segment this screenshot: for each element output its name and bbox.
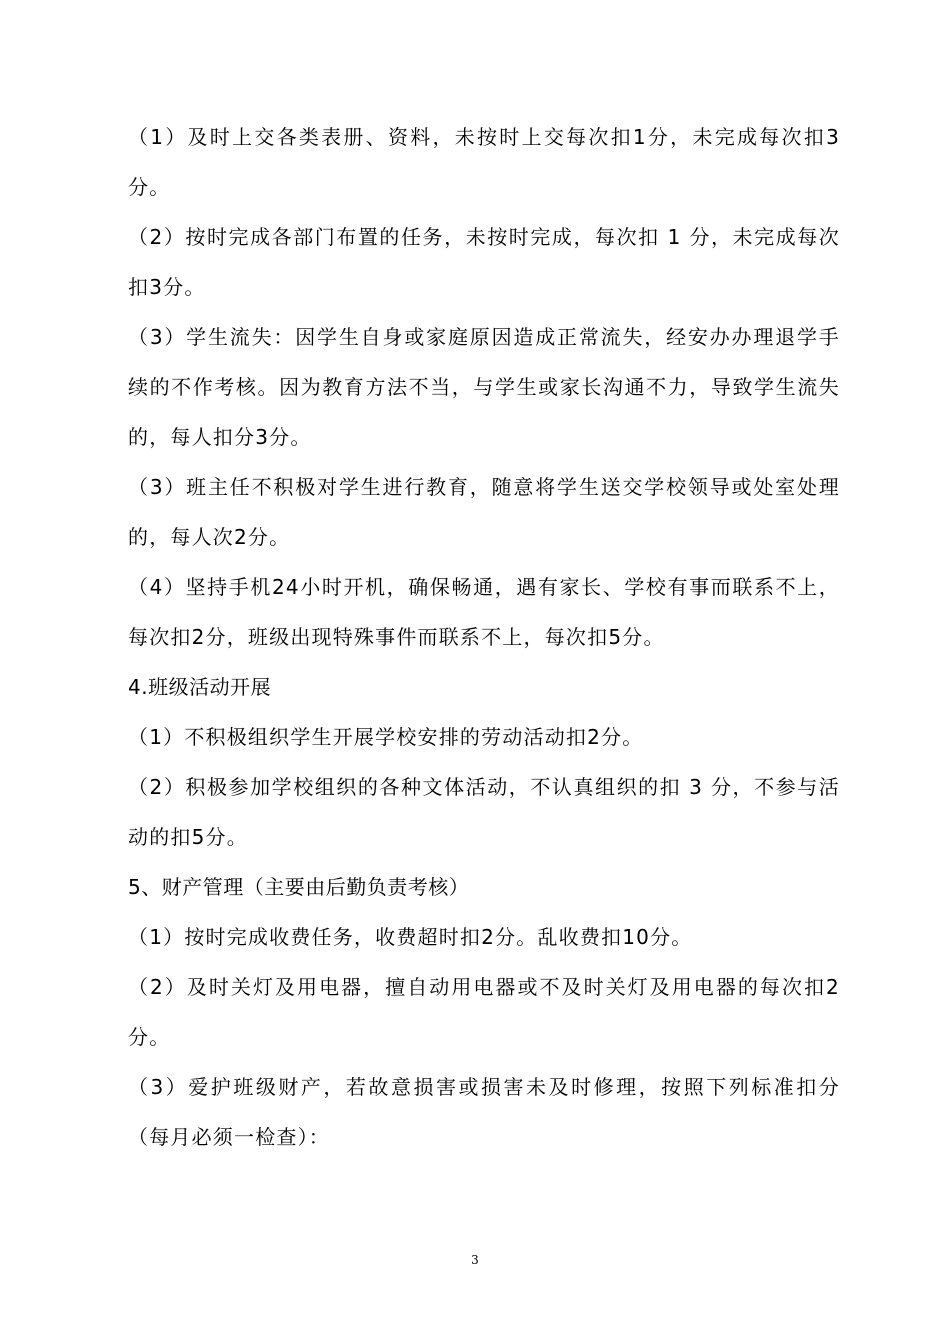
paragraph-lights-appliances: （2）及时关灯及用电器，擅自动用电器或不及时关灯及用电器的每次扣2分。 — [128, 975, 840, 1049]
page-number: 3 — [471, 1253, 479, 1267]
paragraph-student-loss: （3）学生流失：因学生自身或家庭原因造成正常流失，经安办办理退学手续的不作考核。因为教育方法不当，与学生或家长沟通不力，导致学生流失的，每人扣分3分。 — [128, 325, 840, 449]
paragraph-fee-collection: （1）按时完成收费任务，收费超时扣2分。乱收费扣10分。 — [128, 925, 693, 949]
paragraph-phone-on: （4）坚持手机24小时开机，确保畅通，遇有家长、学校有事而联系不上，每次扣2分，班级出现特殊事件而联系不上，每次扣5分。 — [128, 575, 840, 649]
section-heading-property-management: 5、财产管理（主要由后勤负责考核） — [128, 875, 470, 899]
paragraph-submit-forms: （1）及时上交各类表册、资料，未按时上交每次扣1分，未完成每次扣3分。 — [128, 125, 840, 199]
document-body — [128, 112, 840, 1162]
section-heading-class-activities: 4.班级活动开展 — [128, 675, 272, 699]
paragraph-cultural-activities: （2）积极参加学校组织的各种文体活动，不认真组织的扣 3 分，不参与活动的扣5分。 — [128, 775, 840, 849]
paragraph-protect-property: （3）爱护班级财产，若故意损害或损害未及时修理，按照下列标准扣分（每月必须一检查）： — [128, 1075, 840, 1149]
paragraph-labor-activities: （1）不积极组织学生开展学校安排的劳动活动扣2分。 — [128, 725, 644, 749]
paragraph-complete-tasks: （2）按时完成各部门布置的任务，未按时完成，每次扣 1 分，未完成每次扣3分。 — [128, 225, 840, 299]
paragraph-teacher-education: （3）班主任不积极对学生进行教育，随意将学生送交学校领导或处室处理的，每人次2分。 — [128, 475, 840, 549]
